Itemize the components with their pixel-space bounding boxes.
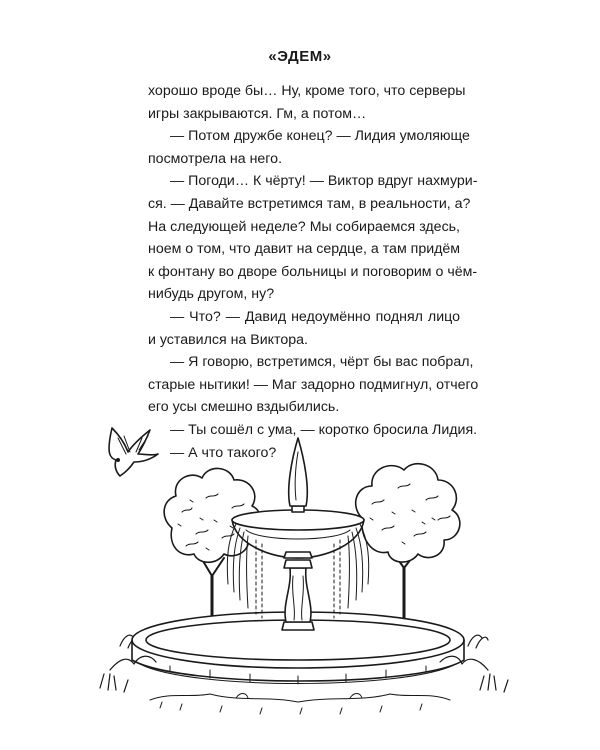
text-line: хорошо вроде бы… Ну, кроме того, что серверы xyxy=(148,83,466,99)
text-line: ноем о том, что давит на сердце, а там придём xyxy=(148,241,461,258)
text-line: На следующей неделе? Мы собираемся здесь, xyxy=(148,218,460,235)
text-line: — Я говорю, встретимся, чёрт бы вас побрал, xyxy=(170,354,474,371)
text-line: — Ты сошёл с ума, — коротко бросила Лидия. xyxy=(170,421,478,438)
right-tree xyxy=(356,464,460,626)
text-line: его усы смешно вздыбились. xyxy=(148,399,340,416)
text-line: к фонтану во дворе больницы и поговорим о чём- xyxy=(148,263,478,280)
text-line: посмотрела на него. xyxy=(148,150,283,167)
bird-icon xyxy=(109,428,158,476)
fountain-illustration xyxy=(0,408,600,750)
text-line: — Что? — Давид недоумённо поднял лицо xyxy=(170,308,460,325)
text-line: старые нытики! — Маг задорно подмигнул, отчего xyxy=(148,376,479,393)
text-line: ся. — Давайте встретимся там, в реальности, а? xyxy=(148,195,471,212)
fountain-pedestal xyxy=(282,560,314,630)
left-tree xyxy=(164,468,261,626)
running-head: «ЭДЕМ» xyxy=(268,48,332,65)
text-line: — Погоди… К чёрту! — Виктор вдруг нахмури- xyxy=(170,173,478,190)
fountain-finial xyxy=(289,438,308,512)
text-line: игры закрываются. Гм, а потом… xyxy=(148,105,367,122)
text-line: — А что такого? xyxy=(170,444,277,461)
body-text xyxy=(148,80,479,464)
text-line: и уставился на Виктора. xyxy=(148,331,308,348)
fountain-bowl xyxy=(232,510,364,558)
text-line: нибудь другом, ну? xyxy=(148,286,275,303)
text-line: — Потом дружбе конец? — Лидия умоляюще xyxy=(170,128,470,145)
